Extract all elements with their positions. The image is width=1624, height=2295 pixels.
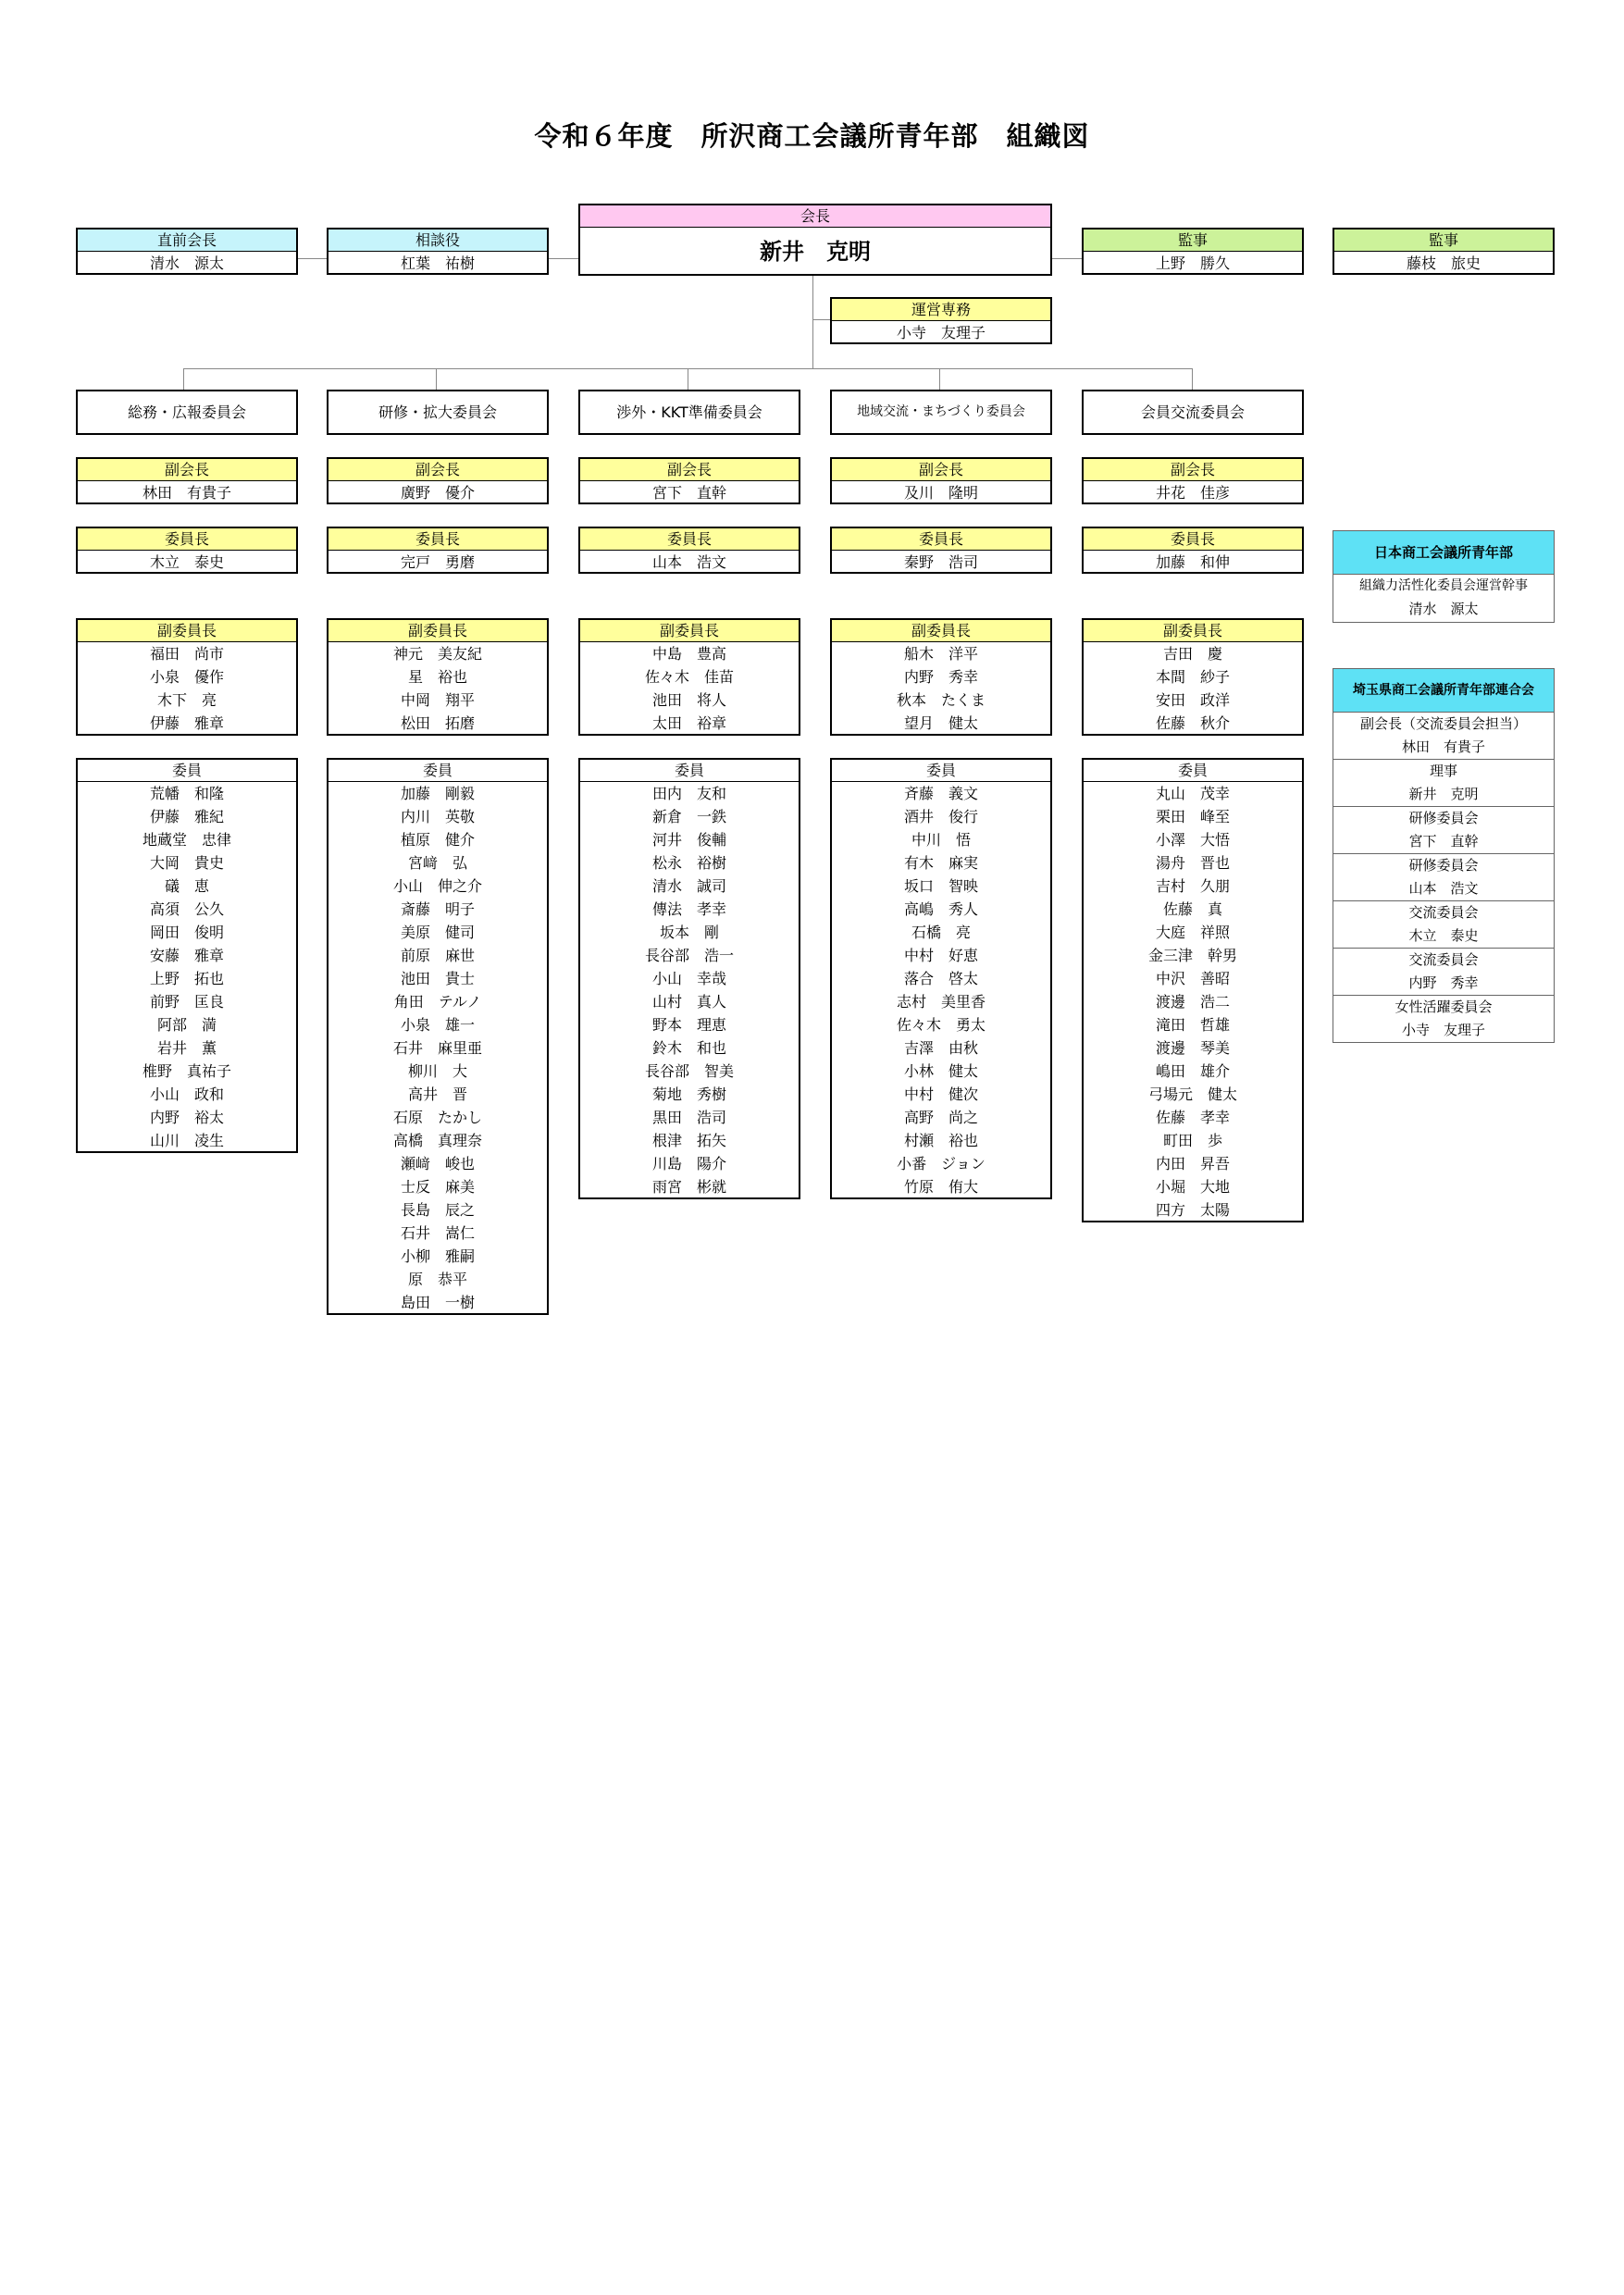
advisor-label: 相談役 <box>329 230 547 252</box>
saitama-role: 理事 <box>1429 763 1457 779</box>
member-name: 石橋 亮 <box>911 924 971 941</box>
member-name: 鈴木 和也 <box>651 1039 726 1057</box>
member-name: 斉藤 義文 <box>903 785 978 802</box>
vice-chair-name: 木下 亮 <box>156 691 217 709</box>
vice-chairs-label: 副委員長 <box>78 620 296 642</box>
former-president-label: 直前会長 <box>78 230 296 252</box>
vice-chairs-label: 副委員長 <box>329 620 547 642</box>
member-name: 小山 政和 <box>149 1085 224 1103</box>
member-name: 長谷部 智美 <box>644 1062 734 1080</box>
member-name: 石原 たかし <box>392 1109 482 1126</box>
member-name: 小番 ジョン <box>897 1155 986 1172</box>
saitama-name: 林田 有貴子 <box>1401 738 1485 755</box>
saitama-box <box>1333 668 1555 1043</box>
member-name: 内川 英敬 <box>400 808 475 825</box>
chair-name: 完戸 勇磨 <box>400 553 475 571</box>
member-name: 石井 嵩仁 <box>400 1224 475 1242</box>
member-name: 原 恭平 <box>407 1271 467 1288</box>
auditor-label-1: 監事 <box>1084 230 1302 252</box>
member-name: 瀬﨑 峻也 <box>400 1155 475 1172</box>
member-name: 荒幡 和隆 <box>149 785 224 802</box>
chair-box <box>830 527 1052 574</box>
member-name: 大庭 祥照 <box>1155 924 1230 941</box>
chair-box <box>1082 527 1304 574</box>
saitama-role: 女性活躍委員会 <box>1395 999 1493 1015</box>
vice-president-name: 廣野 優介 <box>400 484 475 502</box>
member-name: 落合 啓太 <box>903 970 978 987</box>
vice-president-label: 副会長 <box>78 459 296 481</box>
saitama-name: 内野 秀幸 <box>1408 974 1479 991</box>
member-name: 傳法 孝幸 <box>651 900 726 918</box>
member-name: 川島 陽介 <box>651 1155 726 1172</box>
vice-president-name: 井花 佳彦 <box>1155 484 1230 502</box>
vice-president-box <box>1082 457 1304 504</box>
page-title: 令和６年度 所沢商工会議所青年部 組織図 <box>534 120 1090 152</box>
member-name: 加藤 剛毅 <box>400 785 475 802</box>
vice-president-label: 副会長 <box>832 459 1050 481</box>
vice-president-box <box>830 457 1052 504</box>
member-name: 小泉 雄一 <box>400 1016 475 1034</box>
president-label: 会長 <box>580 205 1050 228</box>
members-label: 委員 <box>329 760 547 782</box>
saitama-role: 研修委員会 <box>1408 810 1479 826</box>
member-name: 小山 幸哉 <box>651 970 726 987</box>
vice-chair-name: 松田 拓磨 <box>400 714 475 732</box>
vice-chairs-label: 副委員長 <box>1084 620 1302 642</box>
chair-label: 委員長 <box>329 528 547 551</box>
member-name: 長島 辰之 <box>400 1201 475 1219</box>
member-name: 島田 一樹 <box>400 1294 475 1311</box>
auditor-name-2: 藤枝 旅史 <box>1406 254 1481 272</box>
vice-chair-name: 望月 健太 <box>903 714 978 732</box>
member-name: 小柳 雅嗣 <box>400 1247 475 1265</box>
chair-label: 委員長 <box>580 528 799 551</box>
member-name: 渡邊 琴美 <box>1155 1039 1230 1057</box>
vice-chair-name: 太田 裕章 <box>651 714 726 732</box>
member-name: 岡田 俊明 <box>149 924 224 941</box>
chair-box <box>327 527 549 574</box>
vice-president-label: 副会長 <box>329 459 547 481</box>
committee-name: 総務・広報委員会 <box>127 403 246 421</box>
member-name: 佐藤 孝幸 <box>1155 1109 1230 1126</box>
member-name: 上野 拓也 <box>149 970 224 987</box>
chair-box <box>76 527 298 574</box>
connector-committee-5 <box>1192 368 1193 391</box>
member-name: 礒 恵 <box>164 877 209 895</box>
jcci-box <box>1333 530 1555 623</box>
vice-president-name: 宮下 直幹 <box>651 484 726 502</box>
chair-name: 木立 泰史 <box>149 553 224 571</box>
member-name: 長谷部 浩一 <box>644 947 734 964</box>
member-name: 田内 友和 <box>651 785 726 802</box>
jcci-title: 日本商工会議所青年部 <box>1333 531 1554 575</box>
vice-chair-name: 本間 紗子 <box>1155 668 1230 686</box>
members-box <box>1082 758 1304 1222</box>
chair-name: 秦野 浩司 <box>903 553 978 571</box>
saitama-name: 宮下 直幹 <box>1408 833 1479 850</box>
vice-chair-name: 安田 政洋 <box>1155 691 1230 709</box>
saitama-group <box>1333 949 1554 996</box>
vice-president-box <box>327 457 549 504</box>
member-name: 椎野 真祐子 <box>142 1062 231 1080</box>
member-name: 酒井 俊行 <box>903 808 978 825</box>
committee-box <box>830 390 1052 435</box>
committee-box <box>76 390 298 435</box>
saitama-name: 小寺 友理子 <box>1401 1022 1485 1038</box>
vice-chair-name: 星 裕也 <box>407 668 467 686</box>
member-name: 角田 テルノ <box>393 993 482 1011</box>
member-name: 地蔵堂 忠律 <box>142 831 231 849</box>
advisor-box <box>327 228 549 275</box>
member-name: 小澤 大悟 <box>1155 831 1230 849</box>
vice-chair-name: 中島 豊高 <box>651 645 726 663</box>
vice-chair-name: 秋本 たくま <box>896 691 986 709</box>
saitama-group <box>1333 854 1554 901</box>
members-box <box>327 758 549 1315</box>
committee-box <box>578 390 800 435</box>
chair-name: 山本 浩文 <box>651 553 726 571</box>
member-name: 柳川 大 <box>407 1062 467 1080</box>
members-label: 委員 <box>78 760 296 782</box>
member-name: 中川 悟 <box>911 831 971 849</box>
vice-chair-name: 福田 尚市 <box>149 645 224 663</box>
vice-chairs-box <box>578 618 800 736</box>
former-president-name: 清水 源太 <box>149 254 224 272</box>
vice-chair-name: 吉田 慶 <box>1162 645 1222 663</box>
member-name: 中村 健次 <box>903 1085 978 1103</box>
member-name: 坂口 智映 <box>903 877 978 895</box>
member-name: 丸山 茂幸 <box>1155 785 1230 802</box>
saitama-role: 副会長（交流委員会担当） <box>1359 715 1527 732</box>
member-name: 新倉 一鉄 <box>651 808 726 825</box>
member-name: 佐藤 真 <box>1162 900 1222 918</box>
member-name: 安藤 雅章 <box>149 947 224 964</box>
committee-box <box>327 390 549 435</box>
member-name: 滝田 哲雄 <box>1155 1016 1230 1034</box>
member-name: 池田 貴士 <box>400 970 475 987</box>
saitama-name: 新井 克明 <box>1408 786 1479 802</box>
members-label: 委員 <box>1084 760 1302 782</box>
members-box <box>76 758 298 1153</box>
member-name: 宮﨑 弘 <box>407 854 467 872</box>
vice-chair-name: 中岡 翔平 <box>400 691 475 709</box>
member-name: 石井 麻里亜 <box>392 1039 482 1057</box>
saitama-name: 木立 泰史 <box>1408 927 1479 944</box>
member-name: 坂本 剛 <box>659 924 719 941</box>
chair-name: 加藤 和伸 <box>1155 553 1230 571</box>
member-name: 小山 伸之介 <box>392 877 482 895</box>
vice-chairs-label: 副委員長 <box>580 620 799 642</box>
member-name: 山村 真人 <box>651 993 726 1011</box>
saitama-group <box>1333 901 1554 949</box>
member-name: 内田 昇吾 <box>1155 1155 1230 1172</box>
member-name: 高橋 真理奈 <box>392 1132 482 1149</box>
members-label: 委員 <box>580 760 799 782</box>
saitama-role: 交流委員会 <box>1408 951 1479 968</box>
member-name: 内野 裕太 <box>149 1109 224 1126</box>
jcci-name: 清水 源太 <box>1408 601 1479 617</box>
jcci-role: 組織力活性化委員会運営幹事 <box>1359 578 1528 593</box>
member-name: 伊藤 雅紀 <box>149 808 224 825</box>
auditor-box-1 <box>1082 228 1304 275</box>
vice-chairs-box <box>76 618 298 736</box>
connector-president-stem <box>812 274 813 368</box>
member-name: 嶋田 雄介 <box>1155 1062 1230 1080</box>
vice-chairs-box <box>327 618 549 736</box>
member-name: 湯舟 晋也 <box>1155 854 1230 872</box>
member-name: 竹原 侑大 <box>903 1178 978 1196</box>
saitama-group <box>1333 713 1554 760</box>
vice-president-label: 副会長 <box>1084 459 1302 481</box>
member-name: 高野 尚之 <box>903 1109 978 1126</box>
vice-president-name: 及川 隆明 <box>903 484 978 502</box>
former-president-box <box>76 228 298 275</box>
member-name: 美原 健司 <box>400 924 475 941</box>
managing-director-box <box>830 297 1052 344</box>
vice-chair-name: 佐藤 秋介 <box>1155 714 1230 732</box>
member-name: 山川 凌生 <box>149 1132 224 1149</box>
managing-director-label: 運営専務 <box>832 299 1050 321</box>
members-box <box>578 758 800 1199</box>
vice-chair-name: 小泉 優作 <box>149 668 224 686</box>
member-name: 四方 太陽 <box>1155 1201 1230 1219</box>
member-name: 渡邊 浩二 <box>1155 993 1230 1011</box>
member-name: 高須 公久 <box>149 900 224 918</box>
member-name: 斎藤 明子 <box>400 900 475 918</box>
member-name: 岩井 薫 <box>156 1039 217 1057</box>
member-name: 士反 麻美 <box>400 1178 475 1196</box>
managing-director-name: 小寺 友理子 <box>896 324 986 341</box>
vice-chair-name: 内野 秀幸 <box>903 668 978 686</box>
vice-chair-name: 佐々木 佳苗 <box>644 668 734 686</box>
member-name: 中村 好恵 <box>903 947 978 964</box>
member-name: 有木 麻実 <box>903 854 978 872</box>
member-name: 前原 麻世 <box>400 947 475 964</box>
vice-chair-name: 船木 洋平 <box>903 645 978 663</box>
member-name: 松永 裕樹 <box>651 854 726 872</box>
member-name: 菊地 秀樹 <box>651 1085 726 1103</box>
chair-box <box>578 527 800 574</box>
chair-label: 委員長 <box>78 528 296 551</box>
auditor-box-2 <box>1333 228 1555 275</box>
member-name: 吉澤 由秋 <box>903 1039 978 1057</box>
vice-president-label: 副会長 <box>580 459 799 481</box>
vice-president-name: 林田 有貴子 <box>142 484 231 502</box>
chair-label: 委員長 <box>832 528 1050 551</box>
auditor-label-2: 監事 <box>1334 230 1553 252</box>
member-name: 野本 理恵 <box>651 1016 726 1034</box>
members-label: 委員 <box>832 760 1050 782</box>
members-box <box>830 758 1052 1199</box>
member-name: 高井 晋 <box>407 1085 467 1103</box>
member-name: 大岡 貴史 <box>149 854 224 872</box>
connector-committee-4 <box>939 368 940 391</box>
member-name: 金三津 幹男 <box>1147 947 1237 964</box>
committee-name: 地域交流・まちづくり委員会 <box>857 404 1025 419</box>
member-name: 志村 美里香 <box>896 993 986 1011</box>
president-name: 新井 克明 <box>760 239 871 265</box>
saitama-group <box>1333 807 1554 854</box>
president-box <box>578 204 1052 276</box>
vice-chairs-label: 副委員長 <box>832 620 1050 642</box>
connector-committee-1 <box>183 368 184 391</box>
member-name: 佐々木 勇太 <box>896 1016 986 1034</box>
saitama-group <box>1333 760 1554 807</box>
committee-box <box>1082 390 1304 435</box>
vice-president-box <box>578 457 800 504</box>
member-name: 中沢 善昭 <box>1155 970 1230 987</box>
member-name: 植原 健介 <box>400 831 475 849</box>
member-name: 黒田 浩司 <box>651 1109 726 1126</box>
member-name: 高嶋 秀人 <box>903 900 978 918</box>
member-name: 前野 匡良 <box>149 993 224 1011</box>
saitama-role: 交流委員会 <box>1408 904 1479 921</box>
member-name: 小堀 大地 <box>1155 1178 1230 1196</box>
saitama-group <box>1333 996 1554 1042</box>
saitama-groups <box>1333 713 1554 1042</box>
saitama-title: 埼玉県商工会議所青年部連合会 <box>1333 669 1554 713</box>
member-name: 清水 誠司 <box>651 877 726 895</box>
member-name: 弓場元 健太 <box>1147 1085 1237 1103</box>
connector-committee-2 <box>436 368 437 391</box>
member-name: 河井 俊輔 <box>651 831 726 849</box>
member-name: 栗田 峰至 <box>1155 808 1230 825</box>
member-name: 吉村 久朋 <box>1155 877 1230 895</box>
vice-chairs-box <box>830 618 1052 736</box>
member-name: 根津 拓矢 <box>651 1132 726 1149</box>
chair-label: 委員長 <box>1084 528 1302 551</box>
committee-name: 会員交流委員会 <box>1140 403 1245 421</box>
saitama-name: 山本 浩文 <box>1408 880 1479 897</box>
advisor-name: 杠葉 祐樹 <box>400 254 475 272</box>
vice-chair-name: 伊藤 雅章 <box>149 714 224 732</box>
member-name: 村瀬 裕也 <box>903 1132 978 1149</box>
committee-name: 渉外・KKT準備委員会 <box>616 403 762 421</box>
vice-president-box <box>76 457 298 504</box>
vice-chair-name: 神元 美友紀 <box>392 645 482 663</box>
member-name: 阿部 満 <box>156 1016 217 1034</box>
vice-chair-name: 池田 将人 <box>651 691 726 709</box>
member-name: 小林 健太 <box>903 1062 978 1080</box>
committee-name: 研修・拡大委員会 <box>378 403 497 421</box>
member-name: 雨宮 彬就 <box>651 1178 726 1196</box>
vice-chairs-box <box>1082 618 1304 736</box>
auditor-name-1: 上野 勝久 <box>1155 254 1230 272</box>
saitama-role: 研修委員会 <box>1408 857 1479 874</box>
member-name: 町田 歩 <box>1162 1132 1222 1149</box>
